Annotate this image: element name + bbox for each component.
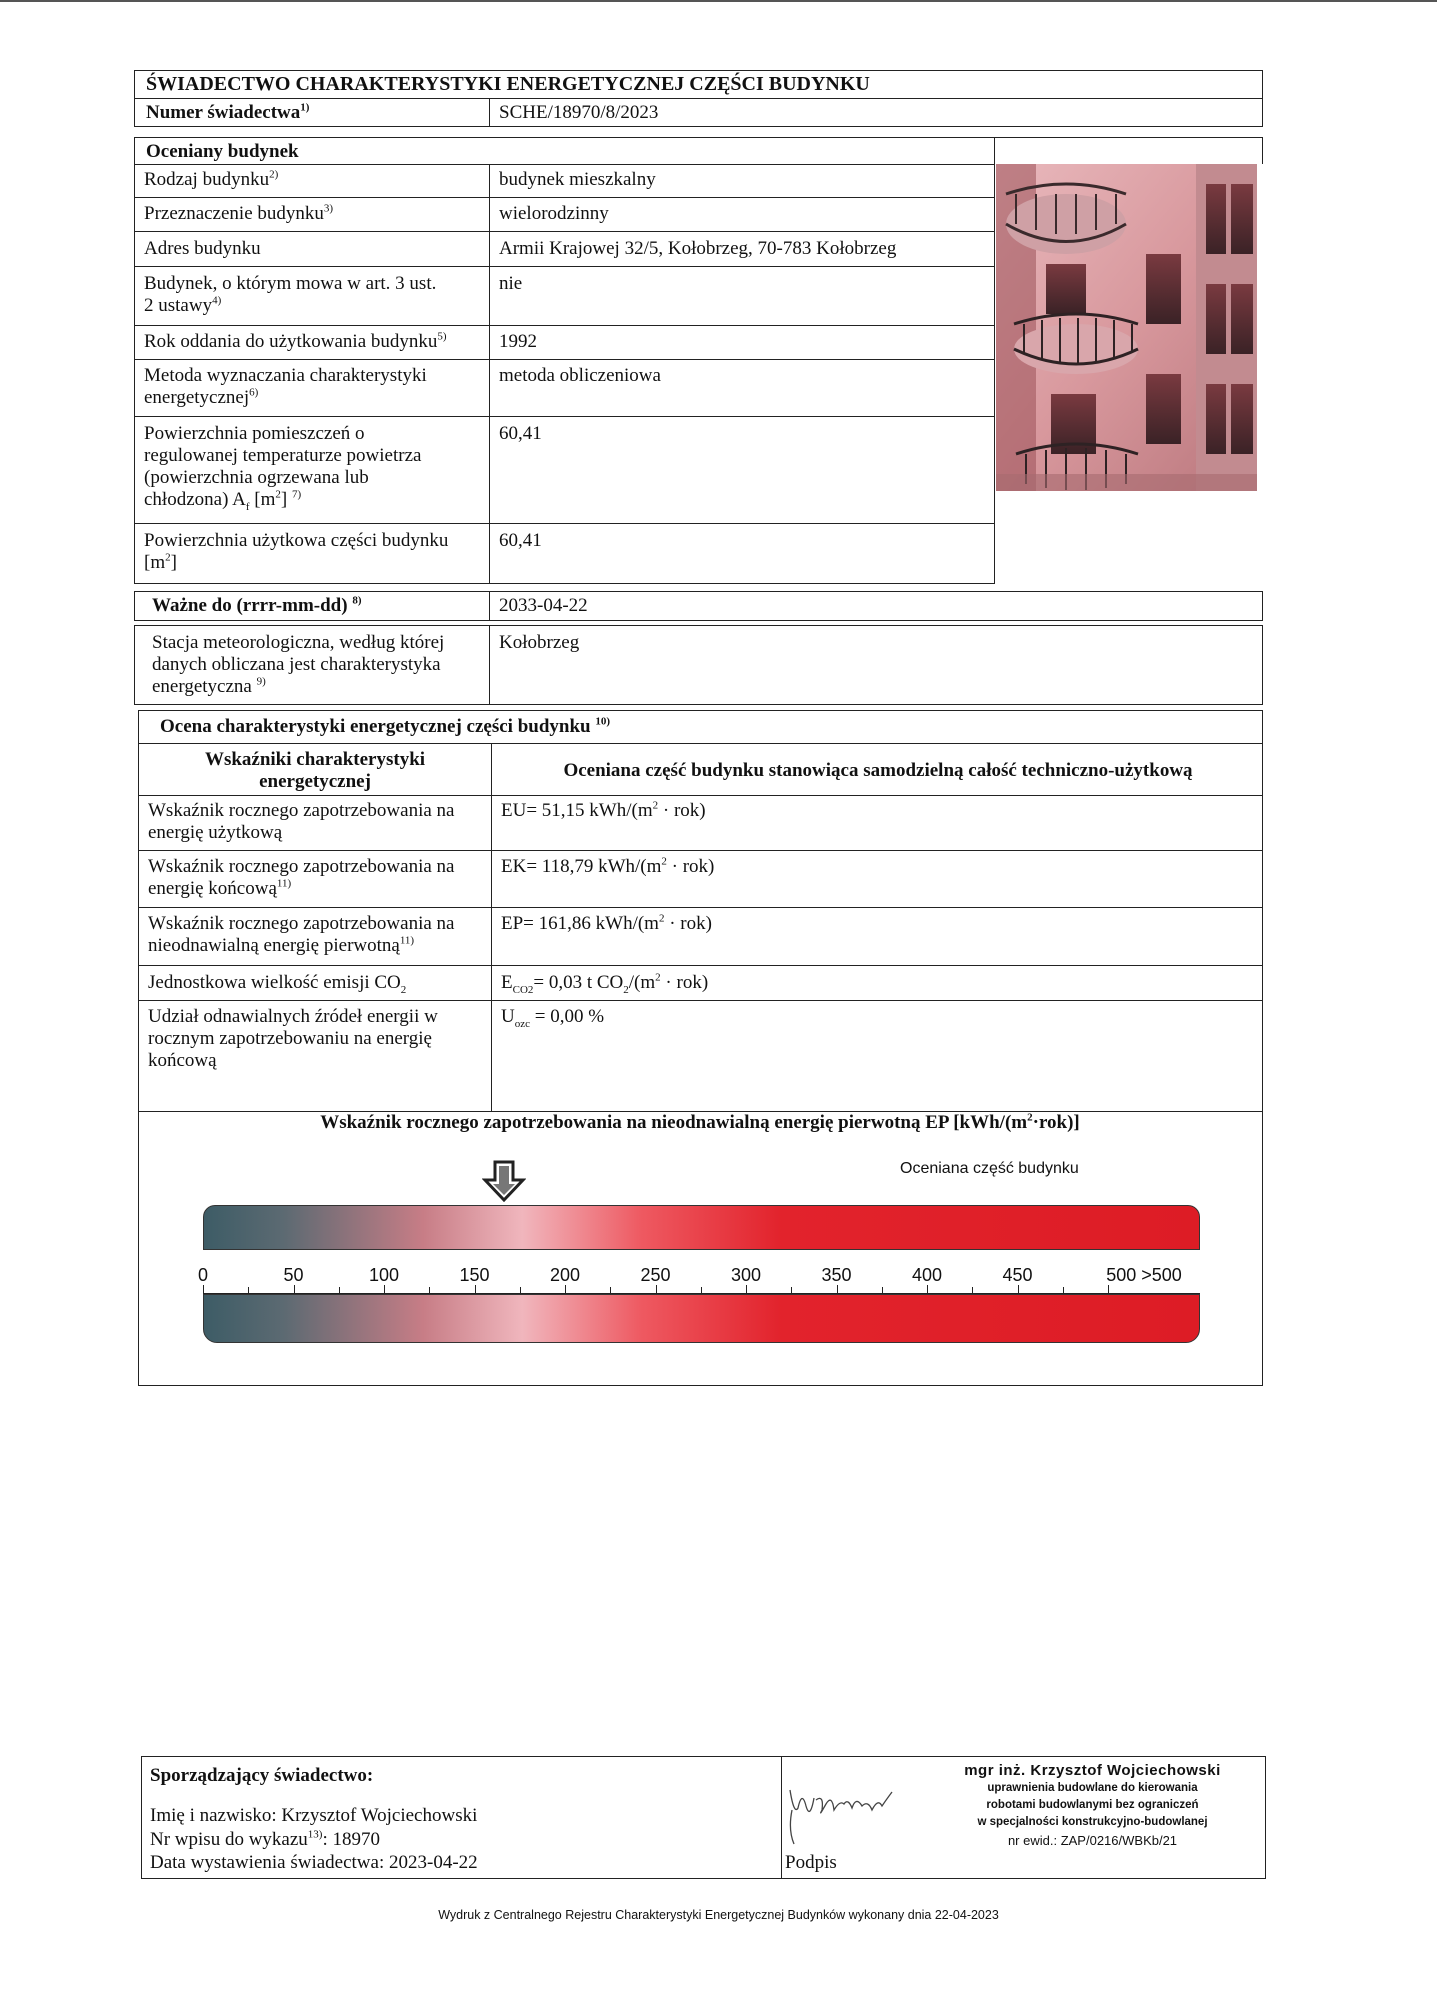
station-value: Kołobrzeg [499, 632, 580, 653]
scale-major-tick [837, 1285, 838, 1294]
scale-major-tick [1108, 1285, 1109, 1294]
scale-minor-tick [972, 1287, 973, 1293]
usable-area-label: Powierzchnia użytkowa części budynku $[m^2]$ [144, 530, 449, 573]
method-value: metoda obliczeniowa [499, 365, 661, 386]
usable-area-value: 60,41 [499, 530, 542, 551]
art3-label: Budynek, o którym mowa w art. 3 ust. 2 ustawy$^{4)}$ [144, 273, 437, 316]
stamp-line-1: uprawnienia budowlane do kierowania [987, 1782, 1198, 1794]
scale-number: 450 [1002, 1265, 1033, 1285]
scale-major-tick [656, 1285, 657, 1294]
scale-number: 100 [368, 1265, 400, 1285]
co2-label: Jednostkowa wielkość emisji $CO_2$ [148, 972, 407, 996]
year-label: Rok oddania do użytkowania budynku$^{5)}$ [144, 330, 447, 352]
certificate-number-value: SCHE/18970/8/2023 [499, 102, 659, 123]
scale-marker-label: Oceniana część budynku [900, 1160, 1079, 1177]
ek-label: Wskaźnik rocznego zapotrzebowania na energię końcową$^{11)}$ [148, 856, 455, 899]
building-purpose-value: wielorodzinny [499, 203, 609, 224]
station-label: Stacja meteorologiczna, według której danych obliczana jest charakterystyka energetyczna $^{9)}$ [152, 632, 445, 697]
scale-minor-tick [339, 1287, 340, 1293]
scale-major-tick [927, 1285, 928, 1294]
building-address-value: Armii Krajowej 32/5, Kołobrzeg, 70-783 Kołobrzeg [499, 238, 897, 259]
art3-value: nie [499, 273, 523, 294]
indicators-header: Wskaźniki charakterystyki energetycznej [204, 749, 426, 792]
eu-label: Wskaźnik rocznego zapotrzebowania na energię użytkową [148, 800, 455, 843]
validity-label: Ważne do (rrrr-mm-dd) $^{8)}$ [152, 594, 362, 616]
ek-value: EK= 118,79 kWh/$(m^2 \cdot rok)$ [501, 855, 715, 877]
co2-value: $E_{CO2}= 0,03$ t $CO_2/(m^2 \cdot rok)$ [501, 971, 709, 996]
part-header: Oceniana część budynku stanowiąca samodzielną całość techniczno-użytkową [563, 760, 1193, 781]
scale-minor-tick [1063, 1287, 1064, 1293]
scale-number: 500 >500 [1106, 1265, 1182, 1285]
scale-number: 300 [730, 1265, 762, 1285]
scale-minor-tick [520, 1287, 521, 1293]
ep-marker-arrow [482, 1160, 526, 1202]
scale-major-tick [475, 1285, 476, 1294]
building-section-title: Oceniany budynek [146, 141, 299, 162]
scale-major-tick [384, 1285, 385, 1294]
scale-bar-top [203, 1205, 1200, 1250]
issuer-name: Imię i nazwisko: Krzysztof Wojciechowski [150, 1805, 478, 1826]
stamp-name: mgr inż. Krzysztof Wojciechowski [964, 1762, 1221, 1779]
heated-area-label: Powierzchnia pomieszczeń o regulowanej temperaturze powietrza (powierzchnia ogrzewana lub chłodzona) $A_f$ $[m^2]$ $^{7)}$ [144, 423, 422, 513]
certificate-title: ŚWIADECTWO CHARAKTERYSTYKI ENERGETYCZNEJ CZĘŚCI BUDYNKU [146, 73, 870, 95]
scale-major-tick [294, 1285, 295, 1294]
scale-minor-tick [248, 1287, 249, 1293]
scale-major-tick [746, 1285, 747, 1294]
scale-bar-bottom [203, 1294, 1200, 1343]
stamp-line-4: nr ewid.: ZAP/0216/WBKb/21 [1007, 1833, 1178, 1848]
building-type-value: budynek mieszkalny [499, 169, 656, 190]
signature-label: Podpis [785, 1852, 837, 1873]
scale-number: 150 [459, 1265, 490, 1285]
scale-number: 0 [197, 1265, 209, 1285]
scale-number: 200 [549, 1265, 581, 1285]
issuer-register: Nr wpisu do wykazu$^{13)}$: 18970 [150, 1828, 380, 1850]
oze-label: Udział odnawialnych źródeł energii w rocznym zapotrzebowaniu na energię końcową [148, 1006, 438, 1071]
oze-value: $U_{ozc} = 0,00$ % [501, 1006, 605, 1030]
building-purpose-label: Przeznaczenie budynku$^{3)}$ [144, 202, 334, 224]
building-address-label: Adres budynku [144, 238, 261, 259]
certificate-number-label: Numer świadectwa$^{1)}$ [146, 101, 310, 123]
scale-minor-tick [610, 1287, 611, 1293]
validity-value: 2033-04-22 [499, 595, 588, 616]
scale-number: 50 [283, 1265, 304, 1285]
scale-title: Wskaźnik rocznego zapotrzebowania na nieodnawialną energię pierwotną EP $[kWh/(m^2\cdot rok)]$ [320, 1111, 1080, 1133]
issuer-title: Sporządzający świadectwo: [150, 1765, 374, 1786]
scale-minor-tick [701, 1287, 702, 1293]
scale-number: 250 [640, 1265, 671, 1285]
scale-major-tick [565, 1285, 566, 1294]
handwritten-signature [782, 1770, 912, 1850]
heated-area-value: 60,41 [499, 423, 542, 444]
scale-major-tick [203, 1285, 204, 1294]
scan-edge [0, 0, 1437, 2]
method-label: Metoda wyznaczania charakterystyki energetycznej$^{6)}$ [144, 365, 427, 408]
stamp-line-2: robotami budowlanymi bez ograniczeń [986, 1799, 1199, 1811]
scale-minor-tick [882, 1287, 883, 1293]
stamp-line-3: w specjalności konstrukcyjno-budowlanej [977, 1816, 1208, 1828]
ep-label: Wskaźnik rocznego zapotrzebowania na nieodnawialną energię pierwotną$^{11)}$ [148, 913, 455, 956]
scale-major-tick [1018, 1285, 1019, 1294]
scale-number: 400 [911, 1265, 943, 1285]
eu-value: EU= 51,15 kWh/$(m^2 \cdot rok)$ [501, 799, 706, 821]
year-value: 1992 [499, 331, 537, 352]
building-type-label: Rodzaj budynku$^{2)}$ [144, 168, 279, 190]
issuer-date: Data wystawienia świadectwa: 2023-04-22 [150, 1852, 478, 1873]
ep-value: EP= 161,86 kWh/$(m^2 \cdot rok)$ [501, 912, 712, 934]
scale-minor-tick [429, 1287, 430, 1293]
scale-number: 350 [821, 1265, 852, 1285]
assessment-title: Ocena charakterystyki energetycznej części budynku $^{10)}$ [160, 715, 611, 737]
footer-text: Wydruk z Centralnego Rejestru Charakterystyki Energetycznej Budynków wykonany dnia 22-04-2023 [438, 1908, 999, 1922]
building-photo [996, 164, 1257, 491]
scale-minor-tick [791, 1287, 792, 1293]
scale-axis [203, 1293, 1200, 1294]
